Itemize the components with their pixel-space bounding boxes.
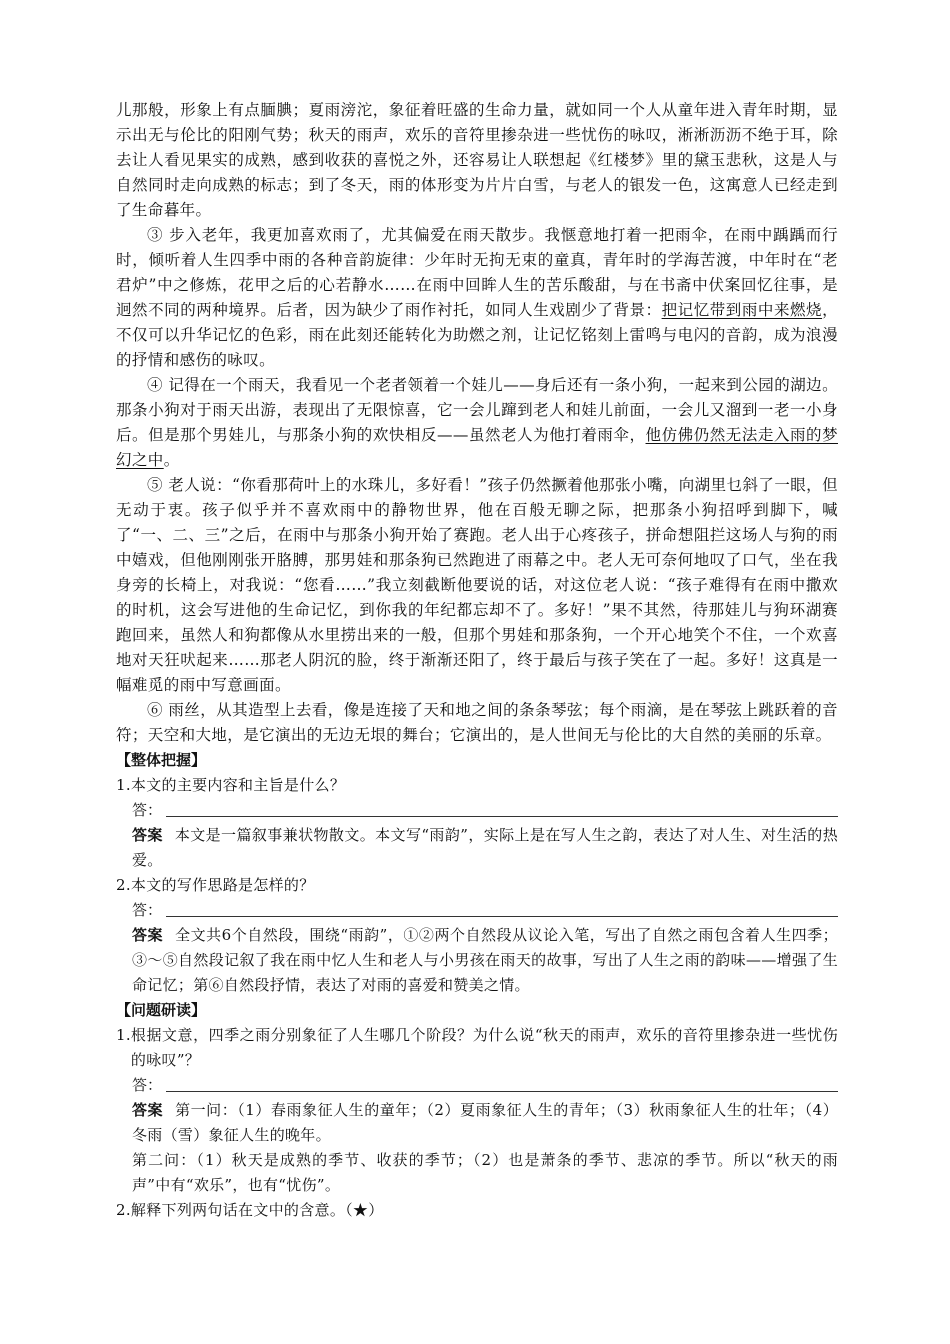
answer-text: 全文共6个自然段，围绕“雨韵”，①②两个自然段从议论入笔，写出了自然之雨包含着人生四季；③～⑤自然段记叙了我在雨中忆人生和老人与小男孩在雨天的故事，写出了人生之雨的韵味——增强了生命记忆；第⑥自然段抒情，表达了对雨的喜爱和赞美之情。 [132,926,838,994]
paragraph-4 [116,373,838,473]
answer-2 [116,923,838,998]
question-text: 根据文意，四季之雨分别象征了人生哪几个阶段？为什么说“秋天的雨声，欢乐的音符里掺杂进一些忧伤的咏叹”？ [130,1026,838,1069]
answer-blank-3[interactable] [116,1073,838,1098]
paragraph-3-text-a: ③ 步入老年，我更加喜欢雨了，尤其偏爱在雨天散步。我惬意地打着一把雨伞，在雨中踽踽而行时，倾听着人生四季中雨的各种音韵旋律：少年时无拘无束的童真，青年时的学海苦渡，中年时在“老君炉”中之修炼，花甲之后的心若静水……在雨中回眸人生的苦乐酸甜，与在书斋中伏案回忆往事，是迥然不同的两种境界。后者，因为缺少了雨作衬托，如同人生戏剧少了背景： [116,226,838,319]
answer-text: 本文是一篇叙事兼状物散文。本文写“雨韵”，实际上是在写人生之韵，表达了对人生、对生活的热爱。 [132,826,838,869]
question-3 [116,1023,838,1073]
page-content [116,98,838,1223]
question-4 [116,1198,838,1223]
answer-tag: 答案 [132,1101,164,1119]
paragraph-2-tail: 儿那般，形象上有点腼腆；夏雨滂沱，象征着旺盛的生命力量，就如同一个人从童年进入青年时期，显示出无与伦比的阳刚气势；秋天的雨声，欢乐的音符里掺杂进一些忧伤的咏叹，淅淅沥沥不绝于耳，除去让人看见果实的成熟，感到收获的喜悦之外，还容易让人联想起《红楼梦》里的黛玉悲秋，这是人与自然同时走向成熟的标志；到了冬天，雨的体形变为片片白雪，与老人的银发一色，这寓意人已经走到了生命暮年。 [116,101,838,219]
answer-tag: 答案 [132,826,163,844]
paragraph-5: ⑤ 老人说：“你看那荷叶上的水珠儿，多好看！”孩子仍然撅着他那张小嘴，向湖里乜斜了一眼，但无动于衷。孩子似乎并不喜欢雨中的静物世界，他在百般无聊之际，把那条小狗招呼到脚下，喊了“一、二、三”之后，在雨中与那条小狗开始了赛跑。老人出于心疼孩子，拼命想阻拦这场人与狗的雨中嬉戏，但他刚刚张开胳膊，那男娃和那条狗已然跑进了雨幕之中。老人无可奈何地叹了口气，坐在我身旁的长椅上，对我说：“您看……”我立刻截断他要说的话，对这位老人说：“孩子难得有在雨中撒欢的时机，这会写进他的生命记忆，到你我的年纪都忘却不了。多好！”果不其然，待那娃儿与狗环湖赛跑回来，虽然人和狗都像从水里捞出来的一般，但那个男娃和那条狗，一个开心地笑个不住，一个欢喜地对天狂吠起来……那老人阴沉的脸，终于渐渐还阳了，终于最后与孩子笑在了一起。多好！这真是一幅难觅的雨中写意画面。 [116,476,838,694]
section-heading-overall: 【整体把握】 [116,751,207,769]
question-2 [116,873,838,898]
answer-prompt: 答： [132,901,163,919]
answer-prompt: 答： [132,1076,163,1094]
answer-text-part-1: 第一问：（1）春雨象征人生的童年；（2）夏雨象征人生的青年；（3）秋雨象征人生的壮年；（4）冬雨（雪）象征人生的晚年。 [132,1101,838,1144]
question-number: 1. [116,1026,131,1044]
section-heading-study: 【问题研读】 [116,1001,207,1019]
answer-rule [166,815,838,817]
question-number: 2. [116,876,131,894]
paragraph-4-text-b: 。 [163,451,180,469]
answer-tag: 答案 [132,926,164,944]
question-number: 2. [116,1201,131,1219]
question-text: 解释下列两句话在文中的含意。（★） [130,1201,384,1219]
question-1 [116,773,838,798]
question-text: 本文的主要内容和主旨是什么？ [130,776,346,794]
question-number: 1. [116,776,131,794]
underlined-sentence-1: 把记忆带到雨中来燃烧 [661,301,823,319]
answer-rule [166,1090,838,1092]
paragraph-4-text-a: ④ 记得在一个雨天，我看见一个老者领着一个娃儿——身后还有一条小狗，一起来到公园的湖边。那条小狗对于雨天出游，表现出了无限惊喜，它一会儿蹿到老人和娃儿前面，一会儿又溜到一老一小身后。但是那个男娃儿，与那条小狗的欢快相反——虽然老人为他打着雨伞， [116,376,838,444]
paragraph-3 [116,223,838,373]
paragraph-3-text-b: ，不仅可以升华记忆的色彩，雨在此刻还能转化为助燃之剂，让记忆铭刻上雷鸣与电闪的音韵，成为浪漫的抒情和感伤的咏叹。 [116,301,838,369]
answer-blank-1[interactable] [116,798,838,823]
underlined-sentence-2: 他仿佛仍然无法走入雨的梦幻之中 [116,426,838,469]
answer-3-part-2: 第二问：（1）秋天是成熟的季节、收获的季节；（2）也是萧条的季节、悲凉的季节。所以“秋天的雨声”中有“欢乐”，也有“忧伤”。 [132,1151,838,1194]
answer-1 [116,823,838,873]
question-text: 本文的写作思路是怎样的？ [130,876,315,894]
answer-prompt: 答： [132,801,163,819]
answer-3 [116,1098,838,1148]
answer-rule [166,915,838,917]
paragraph-6: ⑥ 雨丝，从其造型上去看，像是连接了天和地之间的条条琴弦；每个雨滴，是在琴弦上跳跃着的音符；天空和大地，是它演出的无边无垠的舞台；它演出的，是人世间无与伦比的大自然的美丽的乐章。 [116,701,838,744]
answer-blank-2[interactable] [116,898,838,923]
